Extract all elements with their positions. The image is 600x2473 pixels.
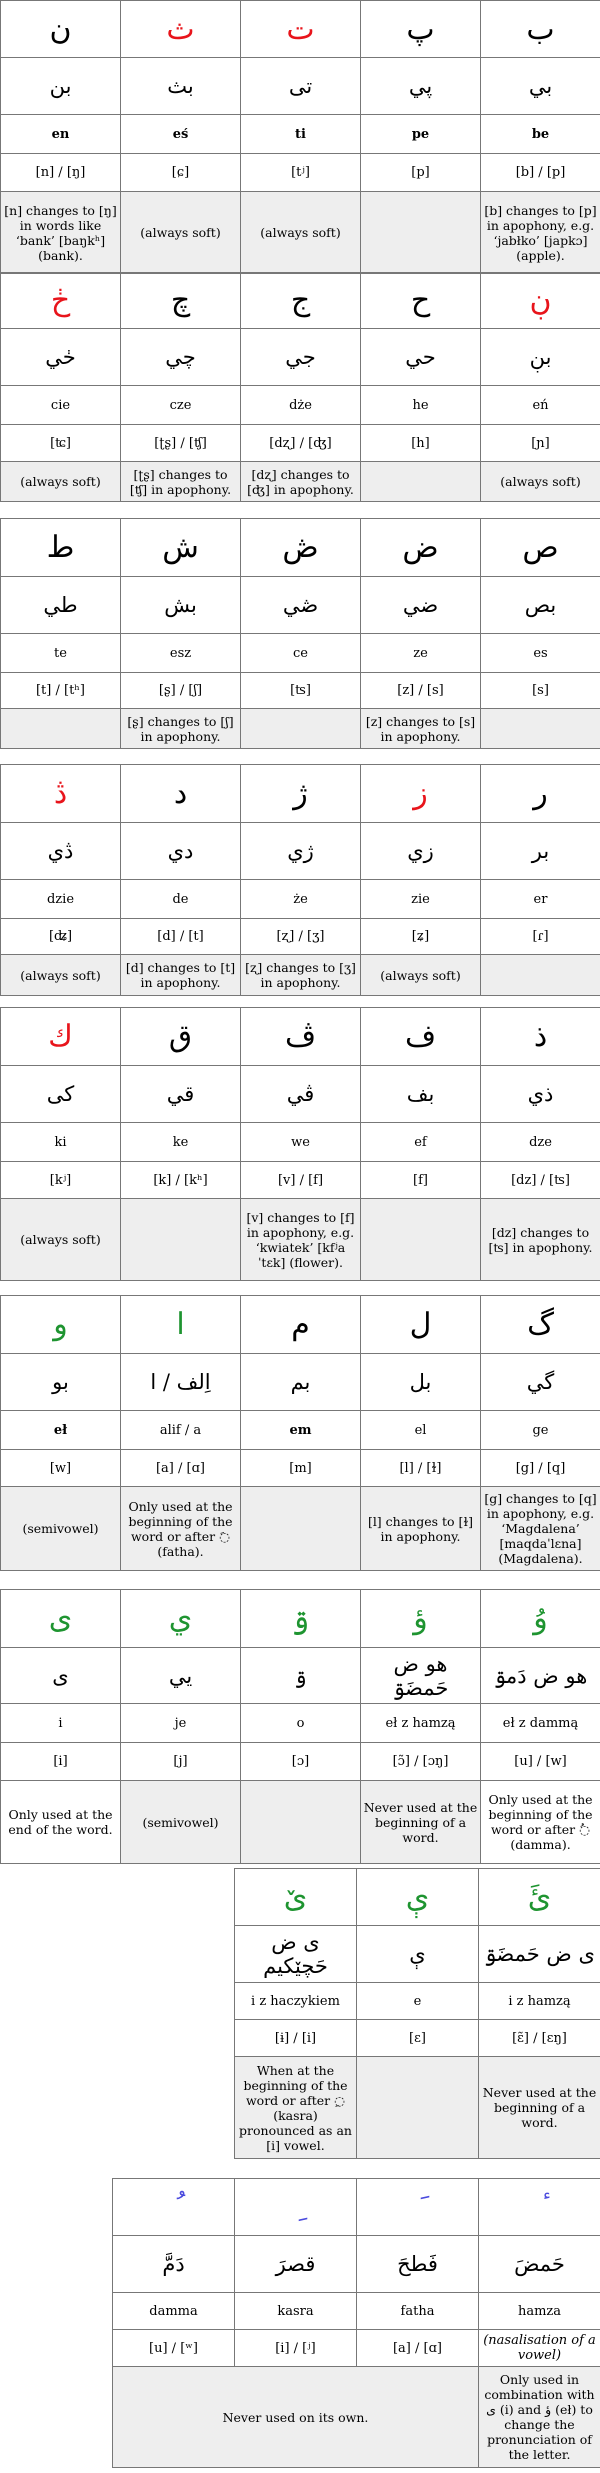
note-cell: (always soft): [1, 462, 121, 502]
letter-name: je: [121, 1704, 241, 1743]
letter-word-form: تی: [241, 58, 361, 115]
letter-name: dze: [481, 1123, 600, 1162]
note-row: [235, 2057, 600, 2159]
letter-word-form: ڞي: [241, 577, 361, 634]
letter-name: i z haczykiem: [235, 1983, 357, 2020]
ipa-value: [ʐ] / [ʒ]: [241, 919, 361, 955]
letter-name: o: [241, 1704, 361, 1743]
letter-word-form: ڎي: [1, 823, 121, 880]
letter-glyph: د: [121, 765, 241, 823]
ipa-value: [dz] / [ʦ]: [481, 1162, 600, 1199]
letter-name: i: [1, 1704, 121, 1743]
ipa-value: [ɾ]: [481, 919, 600, 955]
note-cell: [n] changes to [ŋ] in words like ‘bank’ [baŋkʰ] (bank).: [1, 192, 121, 274]
letter-name: pe: [361, 115, 481, 154]
ipa-value: [u] / [w]: [481, 1743, 600, 1781]
letter-name: ti: [241, 115, 361, 154]
ipa-value: [z] / [s]: [361, 673, 481, 709]
ipa-value: [a] / [ɑ]: [121, 1450, 241, 1487]
joined-row: [1, 1354, 600, 1411]
letter-word-form: کی: [1, 1066, 121, 1123]
joined-row: [1, 1066, 600, 1123]
note-cell: [241, 709, 361, 749]
ipa-value: [k] / [kʰ]: [121, 1162, 241, 1199]
note-cell: [361, 462, 481, 502]
letter-name: eł z hamzą: [361, 1704, 481, 1743]
letter-name: ze: [361, 634, 481, 673]
letter-name: cze: [121, 386, 241, 425]
letter-name: zie: [361, 880, 481, 919]
letter-name: ke: [121, 1123, 241, 1162]
letter-name: cie: [1, 386, 121, 425]
ipa-value: [ɲ]: [481, 425, 600, 462]
note-cell: (always soft): [361, 955, 481, 996]
note-cell: (semivowel): [1, 1487, 121, 1571]
note-cell: [ʐ] changes to [ʒ] in apophony.: [241, 955, 361, 996]
joined-row: [113, 2236, 600, 2293]
letter-glyph: ق: [121, 1008, 241, 1066]
note-cell: When at the beginning of the word or after ◌ِ (kasra) pronounced as an [i] vowel.: [235, 2057, 357, 2159]
joined-row: [235, 1926, 600, 1983]
note-cell: (always soft): [121, 192, 241, 274]
letter-name: em: [241, 1411, 361, 1450]
note-cell: (semivowel): [121, 1781, 241, 1864]
letter-glyph: ض: [361, 519, 481, 577]
note-cell: [ʈʂ] changes to [ʧ] in apophony.: [121, 462, 241, 502]
letter-name: i z hamzą: [479, 1983, 600, 2020]
note-cell: (always soft): [481, 462, 600, 502]
ipa-value: [ʥ]: [1, 919, 121, 955]
letter-word-form: حَمضَ: [479, 2236, 600, 2293]
letter-row: [235, 1869, 600, 1926]
note-cell: [z] changes to [s] in apophony.: [361, 709, 481, 749]
letter-name: ce: [241, 634, 361, 673]
note-cell: [357, 2057, 479, 2159]
letter-word-form: بف: [361, 1066, 481, 1123]
note-cell: (always soft): [241, 192, 361, 274]
letter-word-form: بن: [1, 58, 121, 115]
joined-row: [1, 823, 600, 880]
letter-glyph: ذ: [481, 1008, 600, 1066]
note-cell: [dz] changes to [ʦ] in apophony.: [481, 1199, 600, 1281]
name-row: [1, 1123, 600, 1162]
letter-word-form: ى: [1, 1648, 121, 1704]
letter-name: dże: [241, 386, 361, 425]
letter-word-form: دي: [121, 823, 241, 880]
note-row: [1, 1487, 600, 1571]
letter-glyph: ك: [1, 1008, 121, 1066]
letter-word-form: ذي: [481, 1066, 600, 1123]
joined-row: [1, 1648, 600, 1704]
letter-glyph: ڹ: [481, 273, 600, 329]
letter-word-form: ې: [357, 1926, 479, 1983]
letter-name: eł: [1, 1411, 121, 1450]
ipa-row: [1, 154, 600, 192]
name-row: [1, 115, 600, 154]
letter-glyph: ۊ: [241, 1590, 361, 1648]
note-cell: [d] changes to [t] in apophony.: [121, 955, 241, 996]
letter-word-form: بي: [481, 58, 600, 115]
letter-word-form: ۊ: [241, 1648, 361, 1704]
letter-glyph: ل: [361, 1296, 481, 1354]
ipa-value: [ɕ]: [121, 154, 241, 192]
letter-name: dzie: [1, 880, 121, 919]
letter-glyph: ڎ: [1, 765, 121, 823]
letter-word-form: بل: [361, 1354, 481, 1411]
letter-word-form: چي: [121, 329, 241, 386]
letter-word-form: يي: [121, 1648, 241, 1704]
letter-name: te: [1, 634, 121, 673]
letter-word-form: بڹ: [481, 329, 600, 386]
letter-name: el: [361, 1411, 481, 1450]
letter-word-form: ی ض حَچێکیم: [235, 1926, 357, 1983]
letter-glyph: ا: [121, 1296, 241, 1354]
letter-name: ge: [481, 1411, 600, 1450]
ipa-value: [ʨ]: [1, 425, 121, 462]
letter-name: ef: [361, 1123, 481, 1162]
ipa-row: [1, 425, 600, 462]
note-cell: [b] changes to [p] in apophony, e.g. ‘jabłko’ [japkɔ] (apple).: [481, 192, 600, 274]
note-row: [1, 462, 600, 502]
letter-glyph: پ: [361, 1, 481, 58]
ipa-value: [u] / [ʷ]: [113, 2330, 235, 2367]
letter-name: he: [361, 386, 481, 425]
ipa-value: [i]: [1, 1743, 121, 1781]
ipa-value: [n] / [ŋ]: [1, 154, 121, 192]
letter-glyph: ې: [357, 1869, 479, 1926]
letter-word-form: ی ض حَمضَۊ: [479, 1926, 600, 1983]
note-cell: [v] changes to [f] in apophony, e.g. ‘kwiatek’ [kfʲaˈtɛk] (flower).: [241, 1199, 361, 1281]
ipa-value: [ɔ̃] / [ɔŋ]: [361, 1743, 481, 1781]
letter-word-form: جي: [241, 329, 361, 386]
note-cell: (always soft): [1, 955, 121, 996]
letter-word-form: بر: [481, 823, 600, 880]
ipa-value: [h]: [361, 425, 481, 462]
note-cell: [dʐ] changes to [ʤ] in apophony.: [241, 462, 361, 502]
ipa-value: [w]: [1, 1450, 121, 1487]
letter-row: [1, 1008, 600, 1066]
letter-row: [1, 519, 600, 577]
note-cell: Never used at the beginning of a word.: [479, 2057, 600, 2159]
letter-name: en: [1, 115, 121, 154]
ipa-row: [1, 673, 600, 709]
letter-word-form: ڤي: [241, 1066, 361, 1123]
note-cell: [121, 1199, 241, 1281]
letter-row: [1, 1, 600, 58]
note-cell: Only used at the beginning of the word or after ◌َ (fatha).: [121, 1487, 241, 1571]
letter-row: [113, 2179, 600, 2236]
ipa-value: [v] / [f]: [241, 1162, 361, 1199]
note-cell: [l] changes to [ɫ] in apophony.: [361, 1487, 481, 1571]
letter-group-2: [0, 272, 600, 502]
joined-row: [1, 58, 600, 115]
note-cell: [g] changes to [q] in apophony, e.g. ‘Magdalena’ [maqdaˈlɛna] (Magdalena).: [481, 1487, 600, 1571]
ipa-value: [g] / [q]: [481, 1450, 600, 1487]
letter-glyph: ن: [1, 1, 121, 58]
note-row: [1, 1781, 600, 1864]
ipa-value: [b] / [p]: [481, 154, 600, 192]
letter-word-form: دَمَّ: [113, 2236, 235, 2293]
letter-word-form: فَطحَ: [357, 2236, 479, 2293]
ipa-row: [1, 1162, 600, 1199]
letter-glyph: ش: [121, 519, 241, 577]
letter-name: damma: [113, 2293, 235, 2330]
letter-name: er: [481, 880, 600, 919]
note-cell: [481, 709, 600, 749]
letter-group-3: [0, 518, 600, 749]
ipa-value: [ʈʂ] / [ʧ]: [121, 425, 241, 462]
letter-name-note: (nasalisation of a vowel): [479, 2330, 600, 2367]
note-cell: (always soft): [1, 1199, 121, 1281]
letter-glyph: [113, 2179, 235, 2236]
name-row: [113, 2293, 600, 2330]
letter-glyph: [235, 2179, 357, 2236]
letter-word-form: ﻫﻮ ض حَمضَۊ: [361, 1648, 481, 1704]
note-row: [1, 192, 600, 274]
ipa-value: [p]: [361, 154, 481, 192]
letter-glyph: و: [1, 1296, 121, 1354]
ipa-value: [m]: [241, 1450, 361, 1487]
note-cell: [ʂ] changes to [ʃ] in apophony.: [121, 709, 241, 749]
note-cell: Never used at the beginning of a word.: [361, 1781, 481, 1864]
letter-word-form: ضي: [361, 577, 481, 634]
letter-word-form: قصرَ: [235, 2236, 357, 2293]
name-row: [1, 1704, 600, 1743]
note-cell: [1, 709, 121, 749]
letter-glyph: ت: [241, 1, 361, 58]
letter-glyph: ژ: [241, 765, 361, 823]
letter-glyph: ؤ: [361, 1590, 481, 1648]
letter-group-1: [0, 0, 600, 274]
letter-word-form: بش: [121, 577, 241, 634]
letter-glyph: وُ: [481, 1590, 600, 1648]
letter-name: we: [241, 1123, 361, 1162]
ipa-row: [1, 1450, 600, 1487]
ipa-value: [i] / [ʲ]: [235, 2330, 357, 2367]
letter-word-form: بم: [241, 1354, 361, 1411]
ipa-value: [kʲ]: [1, 1162, 121, 1199]
note-cell: Never used on its own.: [113, 2367, 479, 2468]
letter-name: ki: [1, 1123, 121, 1162]
ipa-value: [ɛ]: [357, 2020, 479, 2057]
letter-glyph: [357, 2179, 479, 2236]
note-cell: [361, 1199, 481, 1281]
letter-word-form: اِلف / ا: [121, 1354, 241, 1411]
ipa-row: [1, 919, 600, 955]
joined-row: [1, 329, 600, 386]
note-row: [1, 955, 600, 996]
letter-glyph: ج: [241, 273, 361, 329]
letter-group-8: [234, 1868, 600, 2159]
name-row: [235, 1983, 600, 2020]
name-row: [1, 634, 600, 673]
letter-glyph: [479, 2179, 600, 2236]
note-cell: Only used in combination with ی (i) and ؤ (eł) to change the pronunciation of the letter.: [479, 2367, 600, 2468]
letter-name: eł z dammą: [481, 1704, 600, 1743]
letter-row: [1, 1296, 600, 1354]
ipa-value: [ɛ̃] / [ɛŋ]: [479, 2020, 600, 2057]
letter-glyph: ێ: [235, 1869, 357, 1926]
note-cell: [481, 955, 600, 996]
letter-glyph: گ: [481, 1296, 600, 1354]
letter-glyph: ي: [121, 1590, 241, 1648]
letter-glyph: ب: [481, 1, 600, 58]
letter-name: eś: [121, 115, 241, 154]
ipa-value: [l] / [ɫ]: [361, 1450, 481, 1487]
ipa-row: [1, 1743, 600, 1781]
letter-word-form: ڂي: [1, 329, 121, 386]
ipa-value: [dʐ] / [ʤ]: [241, 425, 361, 462]
letter-glyph: ط: [1, 519, 121, 577]
letter-glyph: ث: [121, 1, 241, 58]
ipa-value: [d] / [t]: [121, 919, 241, 955]
letter-glyph: م: [241, 1296, 361, 1354]
letter-glyph: ف: [361, 1008, 481, 1066]
note-cell: [241, 1487, 361, 1571]
letter-name: esz: [121, 634, 241, 673]
ipa-value: [j]: [121, 1743, 241, 1781]
letter-group-4: [0, 764, 600, 996]
letter-name: fatha: [357, 2293, 479, 2330]
letter-name: es: [481, 634, 600, 673]
note-cell: [241, 1781, 361, 1864]
note-row: [1, 709, 600, 749]
letter-group-6: [0, 1295, 600, 1571]
note-row: [113, 2367, 600, 2468]
ipa-value: [ʂ] / [ʃ]: [121, 673, 241, 709]
letter-name: kasra: [235, 2293, 357, 2330]
letter-word-form: بث: [121, 58, 241, 115]
letter-glyph: ئَ: [479, 1869, 600, 1926]
letter-glyph: ز: [361, 765, 481, 823]
ipa-row: [113, 2330, 600, 2367]
letter-word-form: پي: [361, 58, 481, 115]
letter-glyph: ص: [481, 519, 600, 577]
name-row: [1, 880, 600, 919]
ipa-value: [ɔ]: [241, 1743, 361, 1781]
letter-row: [1, 765, 600, 823]
letter-word-form: حي: [361, 329, 481, 386]
ipa-value: [s]: [481, 673, 600, 709]
ipa-value: [a] / [ɑ]: [357, 2330, 479, 2367]
letter-glyph: ر: [481, 765, 600, 823]
letter-group-7: [0, 1589, 600, 1864]
name-row: [1, 386, 600, 425]
letter-name: be: [481, 115, 600, 154]
letter-name: eń: [481, 386, 600, 425]
letter-glyph: ڂ: [1, 273, 121, 329]
letter-word-form: گي: [481, 1354, 600, 1411]
letter-word-form: طي: [1, 577, 121, 634]
letter-name: że: [241, 880, 361, 919]
letter-glyph: ڞ: [241, 519, 361, 577]
note-row: [1, 1199, 600, 1281]
letter-name: hamza: [479, 2293, 600, 2330]
letter-word-form: بو: [1, 1354, 121, 1411]
letter-name: e: [357, 1983, 479, 2020]
letter-name: alif / a: [121, 1411, 241, 1450]
note-cell: Only used at the beginning of the word or after ◌ُ (damma).: [481, 1781, 600, 1864]
letter-word-form: زي: [361, 823, 481, 880]
letter-glyph: چ: [121, 273, 241, 329]
letter-group-9: [112, 2178, 600, 2468]
letter-word-form: بص: [481, 577, 600, 634]
letter-row: [1, 1590, 600, 1648]
note-cell: Only used at the end of the word.: [1, 1781, 121, 1864]
ipa-value: [t] / [tʰ]: [1, 673, 121, 709]
letter-word-form: ﻫﻮ ض دَمۊ: [481, 1648, 600, 1704]
letter-glyph: ح: [361, 273, 481, 329]
letter-word-form: ژي: [241, 823, 361, 880]
ipa-value: [ɨ] / [i]: [235, 2020, 357, 2057]
note-cell: [361, 192, 481, 274]
letter-glyph: ڤ: [241, 1008, 361, 1066]
ipa-value: [ʦ]: [241, 673, 361, 709]
name-row: [1, 1411, 600, 1450]
joined-row: [1, 577, 600, 634]
letter-name: de: [121, 880, 241, 919]
ipa-value: [f]: [361, 1162, 481, 1199]
letter-row: [1, 273, 600, 329]
letter-word-form: قي: [121, 1066, 241, 1123]
letter-group-5: [0, 1007, 600, 1281]
ipa-row: [235, 2020, 600, 2057]
ipa-value: [ʑ]: [361, 919, 481, 955]
ipa-value: [tʲ]: [241, 154, 361, 192]
letter-glyph: ى: [1, 1590, 121, 1648]
